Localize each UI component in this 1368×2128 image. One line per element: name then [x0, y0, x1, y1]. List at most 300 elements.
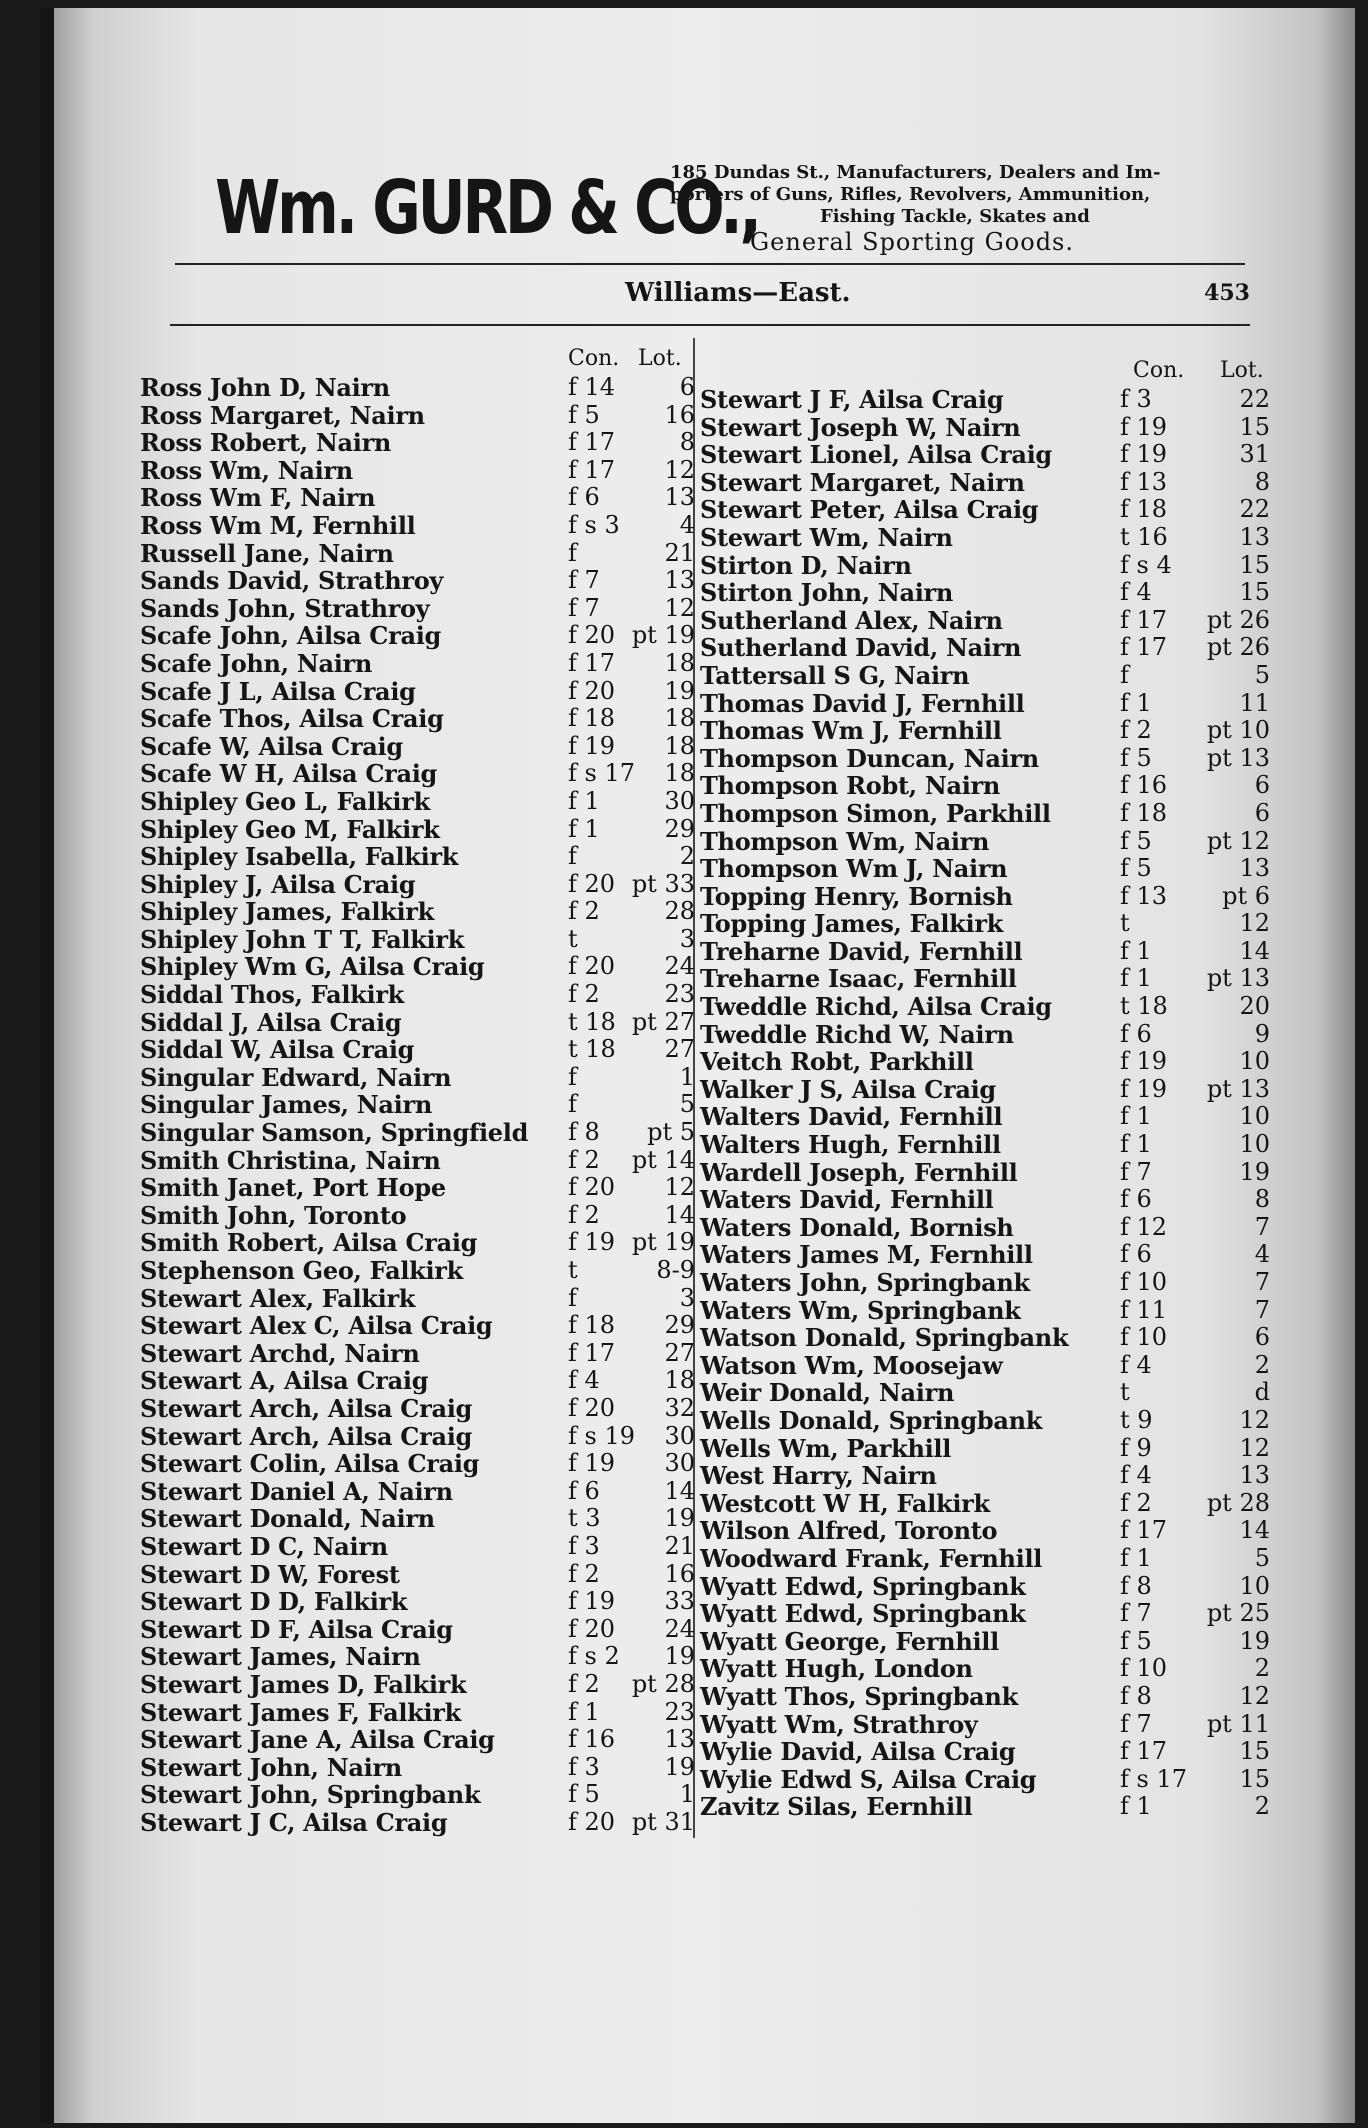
- entry-name: Shipley Wm G, Ailsa Craig: [140, 952, 485, 982]
- entry-concession: f 7: [568, 566, 600, 595]
- directory-entry: [140, 650, 695, 678]
- entry-lot: 2: [1254, 1654, 1270, 1683]
- directory-entry: [140, 1147, 695, 1175]
- directory-entry: [140, 402, 695, 430]
- directory-entry: [140, 898, 695, 926]
- entry-concession: f: [568, 1283, 577, 1312]
- entry-lot: 19: [1239, 1157, 1270, 1186]
- entry-concession: t: [1120, 909, 1130, 938]
- entry-concession: f 20: [568, 952, 616, 981]
- entry-name: Topping James, Falkirk: [700, 909, 1003, 939]
- entry-name: Stewart A, Ailsa Craig: [140, 1366, 429, 1396]
- entry-lot: 15: [1239, 578, 1270, 607]
- entry-lot: 8: [1254, 1185, 1270, 1214]
- entry-lot: pt 26: [1206, 605, 1270, 634]
- entry-lot: pt 13: [1206, 1074, 1270, 1103]
- entry-name: Smith Janet, Port Hope: [140, 1173, 446, 1203]
- entry-concession: f 18: [568, 704, 616, 733]
- entry-concession: f 8: [1120, 1571, 1152, 1600]
- entry-concession: f: [568, 538, 577, 567]
- entry-concession: f 18: [568, 1311, 616, 1340]
- entry-lot: 18: [664, 1366, 695, 1395]
- directory-entry: [700, 1324, 1270, 1352]
- entry-lot: 8: [679, 428, 695, 457]
- entry-name: Wardell Joseph, Fernhill: [700, 1157, 1018, 1187]
- entry-name: Scafe W, Ailsa Craig: [140, 731, 403, 761]
- entry-concession: f 17: [568, 1338, 616, 1367]
- entry-name: Stewart Joseph W, Nairn: [700, 412, 1021, 442]
- entry-name: Stewart Arch, Ailsa Craig: [140, 1393, 472, 1423]
- entry-concession: f 5: [1120, 854, 1152, 883]
- entry-name: Treharne David, Fernhill: [700, 936, 1023, 966]
- entry-concession: f 17: [568, 648, 616, 677]
- entry-name: Wylie David, Ailsa Craig: [700, 1737, 1016, 1767]
- entry-concession: f 6: [568, 483, 600, 512]
- entry-lot: 21: [664, 538, 695, 567]
- entry-lot: 18: [664, 704, 695, 733]
- entry-concession: f 10: [1120, 1323, 1168, 1352]
- entry-lot: 1: [679, 1062, 695, 1091]
- entry-lot: 6: [1254, 1323, 1270, 1352]
- entry-lot: 23: [664, 980, 695, 1009]
- entry-concession: f 5: [568, 1780, 600, 1809]
- con-header: Con.: [1133, 358, 1185, 383]
- directory-entry: [140, 1643, 695, 1671]
- entry-name: Sutherland David, Nairn: [700, 633, 1022, 663]
- entry-lot: 7: [1254, 1295, 1270, 1324]
- entry-concession: f 3: [1120, 385, 1152, 413]
- entry-name: Stewart Lionel, Ailsa Craig: [700, 440, 1052, 470]
- entry-name: Singular Samson, Springfield: [140, 1118, 529, 1148]
- entry-lot: 1: [679, 1780, 695, 1809]
- entry-name: Waters James M, Fernhill: [700, 1240, 1033, 1270]
- directory-entry: [140, 1395, 695, 1423]
- entry-name: Stewart John, Springbank: [140, 1780, 481, 1810]
- entry-lot: 19: [1239, 1626, 1270, 1655]
- entry-name: Thompson Wm, Nairn: [700, 826, 990, 856]
- entry-concession: f 17: [1120, 605, 1168, 634]
- directory-entry: [700, 965, 1270, 993]
- entry-lot: 7: [1254, 1268, 1270, 1296]
- entry-name: Siddal Thos, Falkirk: [140, 980, 404, 1010]
- entry-concession: f: [1120, 660, 1129, 689]
- entry-lot: 11: [1239, 688, 1270, 717]
- directory-entry: [700, 1048, 1270, 1076]
- entry-lot: 19: [664, 676, 695, 705]
- entry-name: Scafe J L, Ailsa Craig: [140, 676, 416, 706]
- entry-concession: f 7: [1120, 1599, 1152, 1628]
- con-header: Con.: [568, 346, 620, 371]
- directory-entry: [140, 1781, 695, 1809]
- entry-concession: f 5: [1120, 826, 1152, 855]
- directory-entry: [700, 1352, 1270, 1380]
- entry-concession: f 1: [1120, 1792, 1152, 1821]
- entry-lot: 24: [664, 952, 695, 981]
- entry-concession: f 19: [1120, 1074, 1168, 1103]
- entry-concession: f 17: [568, 428, 616, 457]
- entry-lot: 32: [664, 1393, 695, 1422]
- ad-line: porters of Guns, Rifles, Revolvers, Ammunition,: [670, 184, 1151, 205]
- entry-concession: f 1: [1120, 1543, 1152, 1572]
- entry-name: Scafe Thos, Ailsa Craig: [140, 704, 444, 734]
- entry-name: Stirton D, Nairn: [700, 550, 912, 580]
- directory-entry: [700, 524, 1270, 552]
- entry-concession: f 4: [1120, 1461, 1152, 1490]
- entry-lot: pt 26: [1206, 633, 1270, 662]
- directory-entry: [700, 938, 1270, 966]
- entry-concession: f s 17: [1120, 1764, 1187, 1793]
- directory-entry: [700, 883, 1270, 911]
- directory-entry: [700, 1573, 1270, 1601]
- directory-page: [40, 8, 1355, 2123]
- directory-entry: [700, 1379, 1270, 1407]
- entry-concession: f 1: [1120, 1102, 1152, 1131]
- directory-entry: [700, 1490, 1270, 1518]
- entry-concession: f 19: [568, 1587, 616, 1616]
- entry-name: Singular Edward, Nairn: [140, 1062, 452, 1092]
- entry-lot: 2: [1254, 1792, 1270, 1821]
- directory-entry: [700, 772, 1270, 800]
- entry-name: Stewart J F, Ailsa Craig: [700, 385, 1004, 414]
- entry-lot: 12: [1239, 1681, 1270, 1710]
- directory-entry: [700, 662, 1270, 690]
- directory-entry: [140, 457, 695, 485]
- directory-entry: [140, 1312, 695, 1340]
- directory-entry: [700, 745, 1270, 773]
- entry-concession: t 18: [1120, 992, 1168, 1021]
- entry-name: Stewart John, Nairn: [140, 1752, 402, 1782]
- directory-entry: [140, 1505, 695, 1533]
- entry-concession: f 5: [568, 400, 600, 429]
- entry-lot: pt 6: [1222, 881, 1270, 910]
- directory-entry: [140, 567, 695, 595]
- entry-concession: f s 4: [1120, 550, 1172, 579]
- directory-entry: [700, 552, 1270, 580]
- directory-entry: [140, 1036, 695, 1064]
- entry-lot: 22: [1239, 385, 1270, 413]
- entry-name: Stephenson Geo, Falkirk: [140, 1256, 463, 1285]
- column-header: [700, 358, 1270, 386]
- entry-lot: 4: [1254, 1240, 1270, 1269]
- entry-name: Wells Wm, Parkhill: [700, 1433, 952, 1463]
- entry-concession: f 9: [1120, 1433, 1152, 1462]
- entry-lot: 14: [664, 1476, 695, 1505]
- entry-lot: 9: [1254, 1019, 1270, 1048]
- entry-name: Thompson Robt, Nairn: [700, 771, 1001, 801]
- directory-entry: [140, 595, 695, 623]
- ad-line: Fishing Tackle, Skates and: [820, 206, 1090, 227]
- entry-lot: 5: [679, 1090, 695, 1119]
- entry-lot: 2: [679, 842, 695, 871]
- directory-entry: [700, 1766, 1270, 1794]
- directory-entry: [140, 512, 695, 540]
- entry-name: Ross Wm M, Fernhill: [140, 510, 416, 540]
- entry-lot: 31: [1239, 440, 1270, 469]
- directory-entry: [700, 1711, 1270, 1739]
- directory-entry: [700, 1600, 1270, 1628]
- entry-name: Shipley Isabella, Falkirk: [140, 842, 459, 872]
- directory-entry: [140, 871, 695, 899]
- entry-name: Watson Wm, Moosejaw: [700, 1350, 1003, 1380]
- directory-entry: [700, 1628, 1270, 1656]
- entry-name: Smith John, Toronto: [140, 1200, 407, 1230]
- entry-lot: 15: [1239, 1737, 1270, 1766]
- entry-concession: f 6: [1120, 1240, 1152, 1269]
- page-title: Williams—East.: [625, 278, 851, 308]
- directory-entry: [140, 484, 695, 512]
- entry-name: Stewart Archd, Nairn: [140, 1338, 420, 1368]
- entry-name: Ross John D, Nairn: [140, 373, 390, 402]
- entry-lot: 14: [1239, 1516, 1270, 1545]
- entry-name: Tattersall S G, Nairn: [700, 660, 970, 690]
- entry-concession: f 1: [1120, 936, 1152, 965]
- entry-concession: f 12: [1120, 1212, 1168, 1241]
- directory-entry: [140, 760, 695, 788]
- entry-name: Stewart Donald, Nairn: [140, 1504, 435, 1534]
- entry-lot: pt 28: [631, 1669, 695, 1698]
- entry-lot: 10: [1239, 1047, 1270, 1076]
- entry-lot: 18: [664, 759, 695, 788]
- entry-lot: 27: [664, 1035, 695, 1064]
- entry-concession: f 19: [1120, 1047, 1168, 1076]
- entry-name: Sands John, Strathroy: [140, 593, 430, 623]
- entry-name: Stewart Alex C, Ailsa Craig: [140, 1311, 493, 1341]
- entry-name: Stewart D D, Falkirk: [140, 1587, 408, 1617]
- entry-lot: 18: [664, 648, 695, 677]
- entry-lot: 2: [1254, 1350, 1270, 1379]
- entry-name: Stewart Wm, Nairn: [700, 522, 953, 552]
- entry-name: Watson Donald, Springbank: [700, 1323, 1069, 1353]
- directory-entry: [700, 386, 1270, 414]
- entry-concession: f 1: [568, 786, 600, 815]
- directory-entry: [700, 1131, 1270, 1159]
- entry-lot: 23: [664, 1697, 695, 1726]
- entry-lot: 6: [1254, 798, 1270, 827]
- entry-concession: f 3: [568, 1531, 600, 1560]
- entry-lot: pt 14: [631, 1145, 695, 1174]
- entry-name: Stewart Jane A, Ailsa Craig: [140, 1725, 495, 1755]
- entry-lot: 13: [664, 483, 695, 512]
- entry-lot: 15: [1239, 412, 1270, 441]
- entry-concession: f 20: [568, 1807, 616, 1836]
- entry-concession: f 10: [1120, 1654, 1168, 1683]
- entry-name: Topping Henry, Bornish: [700, 881, 1013, 911]
- entry-lot: 16: [664, 400, 695, 429]
- entry-name: Stewart Colin, Ailsa Craig: [140, 1449, 480, 1479]
- entry-concession: f 20: [568, 676, 616, 705]
- entry-concession: f s 3: [568, 510, 620, 539]
- directory-entry: [700, 634, 1270, 662]
- entry-name: Thompson Duncan, Nairn: [700, 743, 1039, 773]
- directory-entry: [700, 414, 1270, 442]
- entry-name: Stewart D F, Ailsa Craig: [140, 1614, 453, 1644]
- lot-header: Lot.: [1220, 358, 1264, 383]
- directory-entry: [140, 733, 695, 761]
- entry-name: Zavitz Silas, Eernhill: [700, 1792, 973, 1822]
- directory-entry: [700, 1517, 1270, 1545]
- directory-entry: [700, 1545, 1270, 1573]
- directory-entry: [140, 374, 695, 402]
- entry-lot: pt 10: [1206, 716, 1270, 745]
- entry-lot: 14: [1239, 936, 1270, 965]
- directory-entry: [140, 926, 695, 954]
- entry-concession: f 2: [1120, 1488, 1152, 1517]
- directory-entry: [140, 1340, 695, 1368]
- entry-concession: f 20: [568, 621, 616, 650]
- directory-entry: [700, 1103, 1270, 1131]
- entry-lot: 12: [664, 455, 695, 484]
- entry-concession: f 18: [1120, 495, 1168, 524]
- entry-lot: 12: [664, 1173, 695, 1202]
- directory-entry: [700, 1407, 1270, 1435]
- ad-line: General Sporting Goods.: [750, 228, 1074, 256]
- directory-entry: [700, 1738, 1270, 1766]
- advertisement-banner: [175, 158, 1265, 268]
- directory-entry: [700, 1683, 1270, 1711]
- header-rule-bottom: [170, 324, 1250, 326]
- entry-lot: 14: [664, 1200, 695, 1229]
- entry-name: Sands David, Strathroy: [140, 566, 444, 596]
- entry-name: Wyatt Edwd, Springbank: [700, 1599, 1026, 1629]
- entry-lot: 13: [1239, 522, 1270, 551]
- entry-name: Stewart J C, Ailsa Craig: [140, 1807, 448, 1837]
- entry-concession: f 13: [1120, 881, 1168, 910]
- entry-lot: 3: [679, 924, 695, 953]
- directory-entry: [700, 1435, 1270, 1463]
- entry-concession: f 7: [1120, 1709, 1152, 1738]
- entry-name: Stewart D W, Forest: [140, 1559, 400, 1589]
- entry-concession: f s 17: [568, 759, 635, 788]
- entry-name: Scafe John, Ailsa Craig: [140, 621, 441, 651]
- entry-concession: f 17: [1120, 1516, 1168, 1545]
- right-column: [700, 358, 1270, 1821]
- entry-name: Stewart James F, Falkirk: [140, 1697, 461, 1727]
- entry-concession: f 4: [568, 1366, 600, 1395]
- entry-name: Waters David, Fernhill: [700, 1185, 994, 1215]
- entry-name: Wyatt George, Fernhill: [700, 1626, 999, 1656]
- entry-concession: f 2: [1120, 716, 1152, 745]
- entry-name: Stewart James, Nairn: [140, 1642, 421, 1672]
- directory-entry: [700, 1076, 1270, 1104]
- entry-lot: 21: [664, 1531, 695, 1560]
- entry-lot: 20: [1239, 992, 1270, 1021]
- entry-lot: 12: [1239, 1433, 1270, 1462]
- entry-name: Wyatt Thos, Springbank: [700, 1681, 1018, 1711]
- entry-name: Scafe John, Nairn: [140, 648, 373, 678]
- directory-entry: [140, 1367, 695, 1395]
- entry-concession: f 8: [568, 1118, 600, 1147]
- entry-concession: f 3: [568, 1752, 600, 1781]
- entry-lot: 30: [664, 786, 695, 815]
- entry-lot: 13: [664, 566, 695, 595]
- entry-name: Stewart Arch, Ailsa Craig: [140, 1421, 472, 1451]
- entry-lot: 13: [1239, 1461, 1270, 1490]
- entry-concession: f 2: [568, 1145, 600, 1174]
- entry-name: Thomas David J, Fernhill: [700, 688, 1025, 718]
- left-entries: [140, 374, 695, 1836]
- entry-concession: f 18: [1120, 798, 1168, 827]
- directory-entry: [700, 1214, 1270, 1242]
- entry-lot: 29: [664, 1311, 695, 1340]
- entry-lot: 29: [664, 814, 695, 843]
- entry-lot: 15: [1239, 1764, 1270, 1793]
- entry-name: Shipley John T T, Falkirk: [140, 924, 465, 954]
- entry-concession: f 6: [568, 1476, 600, 1505]
- entry-lot: pt 27: [631, 1007, 695, 1036]
- entry-concession: f s 2: [568, 1642, 620, 1671]
- entry-name: Russell Jane, Nairn: [140, 538, 394, 568]
- entry-concession: t: [568, 924, 578, 953]
- entry-concession: f 17: [568, 455, 616, 484]
- entry-concession: f 16: [1120, 771, 1168, 800]
- entry-concession: f 19: [1120, 440, 1168, 469]
- entry-name: Smith Robert, Ailsa Craig: [140, 1228, 478, 1258]
- directory-entry: [140, 816, 695, 844]
- entry-name: Shipley J, Ailsa Craig: [140, 869, 416, 899]
- entry-lot: 19: [664, 1642, 695, 1671]
- directory-entry: [140, 1257, 695, 1285]
- directory-entry: [700, 828, 1270, 856]
- entry-name: Stewart Peter, Ailsa Craig: [700, 495, 1039, 525]
- entry-concession: f 1: [568, 1697, 600, 1726]
- entry-concession: f 19: [568, 1228, 616, 1257]
- entry-concession: f 6: [1120, 1019, 1152, 1048]
- left-column: [140, 346, 695, 1836]
- entry-name: Waters Donald, Bornish: [700, 1212, 1014, 1242]
- entry-lot: 19: [664, 1504, 695, 1533]
- directory-entry: [140, 1009, 695, 1037]
- entry-lot: pt 28: [1206, 1488, 1270, 1517]
- entry-lot: pt 33: [631, 869, 695, 898]
- entry-concession: f: [568, 1062, 577, 1091]
- entry-lot: pt 25: [1206, 1599, 1270, 1628]
- entry-concession: f 5: [1120, 743, 1152, 772]
- entry-lot: 12: [1239, 909, 1270, 938]
- directory-entry: [700, 1297, 1270, 1325]
- entry-name: Ross Robert, Nairn: [140, 428, 392, 458]
- directory-entry: [140, 1119, 695, 1147]
- directory-entry: [700, 1241, 1270, 1269]
- entry-name: Wyatt Hugh, London: [700, 1654, 973, 1684]
- entry-lot: pt 31: [631, 1807, 695, 1836]
- entry-lot: 3: [679, 1283, 695, 1312]
- entry-concession: f 20: [568, 1393, 616, 1422]
- directory-entry: [140, 1202, 695, 1230]
- entry-concession: f: [568, 1090, 577, 1119]
- entry-lot: pt 5: [647, 1118, 695, 1147]
- directory-entry: [700, 855, 1270, 883]
- entry-name: Walters David, Fernhill: [700, 1102, 1003, 1132]
- entry-concession: f 17: [1120, 1737, 1168, 1766]
- entry-lot: 8: [1254, 467, 1270, 496]
- entry-lot: 30: [664, 1421, 695, 1450]
- entry-concession: f 7: [568, 593, 600, 622]
- entry-name: Wilson Alfred, Toronto: [700, 1516, 998, 1546]
- entry-lot: 28: [664, 897, 695, 926]
- directory-entry: [140, 1478, 695, 1506]
- directory-entry: [140, 1616, 695, 1644]
- entry-concession: f 10: [1120, 1268, 1168, 1296]
- directory-entry: [700, 469, 1270, 497]
- entry-name: Siddal J, Ailsa Craig: [140, 1007, 402, 1037]
- entry-name: Singular James, Nairn: [140, 1090, 432, 1120]
- entry-concession: f 8: [1120, 1681, 1152, 1710]
- directory-entry: [700, 1159, 1270, 1187]
- directory-entry: [140, 1754, 695, 1782]
- directory-entry: [140, 843, 695, 871]
- entry-name: Wells Donald, Springbank: [700, 1405, 1043, 1435]
- directory-entry: [140, 1561, 695, 1589]
